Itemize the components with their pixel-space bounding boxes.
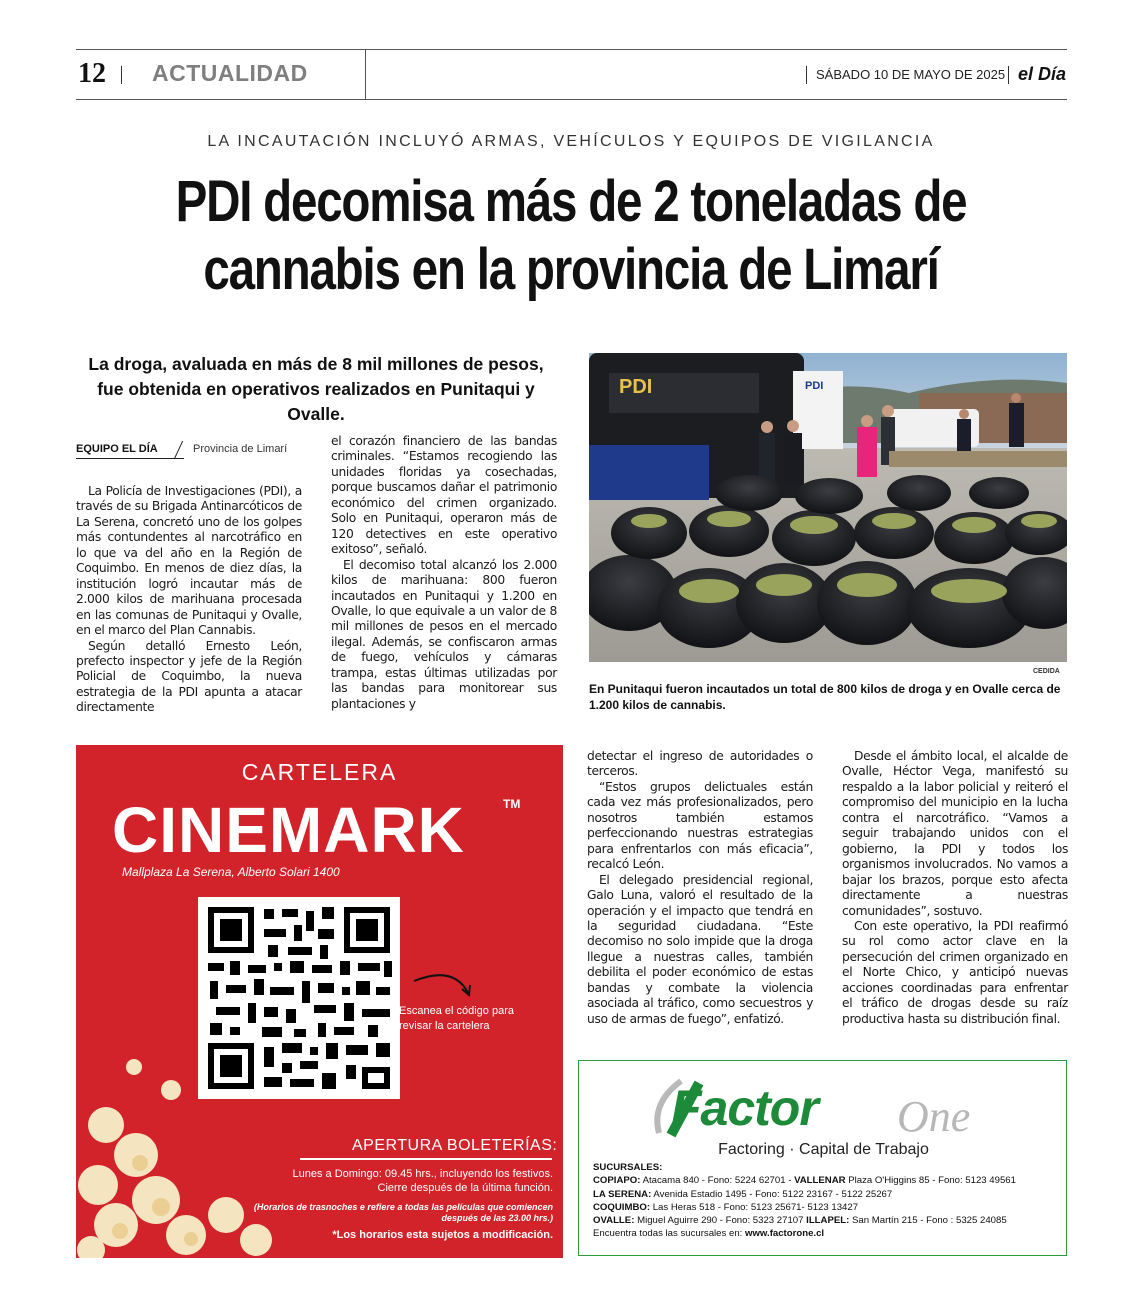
divider	[365, 49, 366, 99]
branch-list	[593, 1161, 1016, 1241]
branch-city: OVALLE:	[593, 1215, 635, 1227]
paragraph: Con este operativo, la PDI reafirmó su rol como actor clave en la persecución del crimen organizado en el Norte Chico, y anticipó nuevas acciones coordinadas para enfrentar el tráfico de drogas desde su raíz productiva hasta su distribución final.	[842, 918, 1068, 1026]
photo-credit: CEDIDA	[1033, 668, 1060, 675]
cinemark-logo: CINEMARK	[112, 794, 465, 866]
branch-city: VALLENAR	[794, 1175, 846, 1187]
page-number: 12	[78, 58, 106, 89]
branch-line	[593, 1174, 1016, 1187]
factor-one-ad[interactable]	[578, 1060, 1067, 1256]
article-kicker: LA INCAUTACIÓN INCLUYÓ ARMAS, VEHÍCULOS Y EQUIPOS DE VIGILANCIA	[207, 133, 935, 150]
website-link[interactable]: www.factorone.cl	[745, 1228, 825, 1240]
article-deck: La droga, avaluada en más de 8 mil millones de pesos, fue obtenida en operativos realizados en Punitaqui y Ovalle.	[88, 354, 544, 424]
paragraph: Según detalló Ernesto León, prefecto inspector y jefe de la Región Policial de Coquimbo, la nueva estrategia de la PDI apunta a atacar directamente	[76, 638, 302, 715]
cinema-address: Mallplaza La Serena, Alberto Solari 1400	[122, 865, 340, 879]
branch-line	[593, 1201, 1016, 1214]
box-office-hours	[223, 1167, 553, 1195]
branch-city: COPIAPO:	[593, 1175, 641, 1187]
scan-instruction: Escanea el código para revisar la cartelera	[399, 1005, 514, 1032]
paragraph: “Estos grupos delictuales están cada vez más profesionalizados, pero nosotros también estamos perfeccionando nuestras estrategias para enfrentarlos con más eficacia”, recalcó León.	[587, 779, 813, 872]
article-column-4	[842, 749, 1068, 1027]
branch-city: LA SERENA:	[593, 1188, 652, 1200]
banner-logo-text: PDI	[805, 380, 824, 392]
headline-line: PDI decomisa más de 2 toneladas de	[175, 169, 967, 234]
branch-info: Miguel Aguirre 290 - Fono: 5323 27107	[637, 1215, 807, 1227]
branch-info: Avenida Estadio 1495 - Fono: 5122 23167 - 5122 25267	[653, 1188, 893, 1200]
section-title: ACTUALIDAD	[152, 60, 308, 86]
ad-title: CARTELERA	[241, 759, 398, 785]
branch-info: Las Heras 518 - Fono: 5123 25671- 5123 13427	[652, 1201, 859, 1213]
paragraph: El decomiso total alcanzó los 2.000 kilos de marihuana: 800 fueron incautados en Punitaqui y 1.200 en Ovalle, lo que equivale a un valor de 8 mil millones de pesos en el mercado ilegal. Además, se confiscaron armas de fuego, vehículos y cámaras trampa, estas últimas utilizadas por las bandas para monitorear sus plantaciones y	[331, 557, 557, 711]
cinemark-ad[interactable]	[76, 745, 563, 1258]
publication-logo: el Día	[1018, 64, 1067, 84]
paragraph: Desde el ámbito local, el alcalde de Ovalle, Héctor Vega, manifestó su respaldo a la labor policial y reiteró el compromiso del municipio en la lucha contra el narcotráfico. “Vamos a seguir trabajando unidos con el gobierno, la PDI y todos los organismos involucrados. No vamos a bajar los brazos, porque esto afecta directamente a nuestras comunidades”, sostuvo.	[842, 749, 1068, 918]
van-logo-text: PDI	[619, 376, 653, 398]
header-bottom-rule	[76, 99, 1067, 100]
branch-city: COQUIMBO:	[593, 1201, 651, 1213]
article-headline	[160, 168, 982, 304]
factor-one-logo: Factor	[671, 1080, 818, 1136]
footer-text: Encuentra todas las sucursales en:	[593, 1228, 745, 1240]
branch-info: Plaza O'Higgins 85 - Fono: 5123 49561	[848, 1175, 1016, 1187]
issue-date: SÁBADO 10 DE MAYO DE 2025	[816, 67, 1006, 82]
heading-underline	[300, 1158, 552, 1160]
schedule-disclaimer: *Los horarios esta sujetos a modificación.	[332, 1229, 553, 1241]
header-top-rule	[76, 49, 1067, 50]
factor-one-logo-suffix: One	[897, 1092, 971, 1141]
byline: EQUIPO EL DÍA	[76, 443, 158, 455]
branch-info: Atacama 840 - Fono: 5224 62701 -	[642, 1175, 795, 1187]
branch-line	[593, 1188, 1016, 1201]
article-column-1	[76, 484, 302, 716]
paragraph: El delegado presidencial regional, Galo Luna, valoró el resultado de la operación y el impacto que tendrá en la seguridad ciudadana. “Este decomiso no solo impide que la droga llegue a nuestras calles, también debilita el poder económico de estas bandas y combate la violencia asociada al tráfico, como secuestros y uso de armas de fuego”, enfatizó.	[587, 872, 813, 1026]
article-photo	[589, 353, 1067, 662]
branches-heading: SUCURSALES:	[593, 1162, 663, 1173]
factor-one-tagline: Factoring · Capital de Trabajo	[718, 1141, 929, 1158]
branch-info: San Martín 215 - Fono : 5325 24085	[852, 1215, 1007, 1227]
seizure-photo-illustration	[589, 353, 1067, 662]
paragraph: La Policía de Investigaciones (PDI), a través de su Brigada Antinarcóticos de La Serena, concretó uno de los golpes más contundentes al narcotráfico en lo que va del año en la Región de Coquimbo. En menos de diez días, la institución logró incautar más de 2.000 kilos de marihuana procesada en las comunas de Punitaqui y Ovalle, en el marco del Plan Cannabis.	[76, 484, 302, 638]
byline-slash	[174, 441, 183, 460]
paragraph: detectar el ingreso de autoridades o terceros.	[587, 749, 813, 779]
byline-rule	[76, 458, 184, 459]
branch-footer	[593, 1227, 1016, 1240]
article-column-3	[587, 749, 813, 1027]
branch-city: ILLAPEL:	[806, 1215, 850, 1227]
qr-code-icon	[198, 897, 400, 1099]
byline-location: Provincia de Limarí	[193, 443, 288, 455]
divider	[1008, 66, 1009, 84]
paragraph: el corazón financiero de las bandas criminales. “Estamos recogiendo las unidades floridas ya cosechadas, porque buscamos dañar el patrimonio económico del crimen organizado. Solo en Punitaqui, operaron más de 120 detectives en este operativo exitoso”, señaló.	[331, 434, 557, 557]
hours-line: Cierre después de la última función.	[377, 1182, 553, 1194]
hours-line: Lunes a Domingo: 09.45 hrs., incluyendo los festivos.	[292, 1168, 553, 1180]
divider	[806, 66, 807, 84]
article-column-2	[331, 434, 557, 712]
late-show-note: (Horarios de trasnoches e refiere a todas las películas que comiencen después de las 23.00 hrs.)	[253, 1202, 553, 1223]
photo-caption: En Punitaqui fueron incautados un total de 800 kilos de droga y en Ovalle cerca de 1.200 kilos de cannabis.	[589, 682, 1061, 712]
qr-code[interactable]	[198, 897, 400, 1099]
divider	[121, 66, 122, 84]
branch-line	[593, 1214, 1016, 1227]
headline-line: cannabis en la provincia de Limarí	[203, 237, 939, 302]
box-office-heading: APERTURA BOLETERÍAS:	[352, 1137, 558, 1154]
trademark-symbol: TM	[503, 797, 521, 811]
